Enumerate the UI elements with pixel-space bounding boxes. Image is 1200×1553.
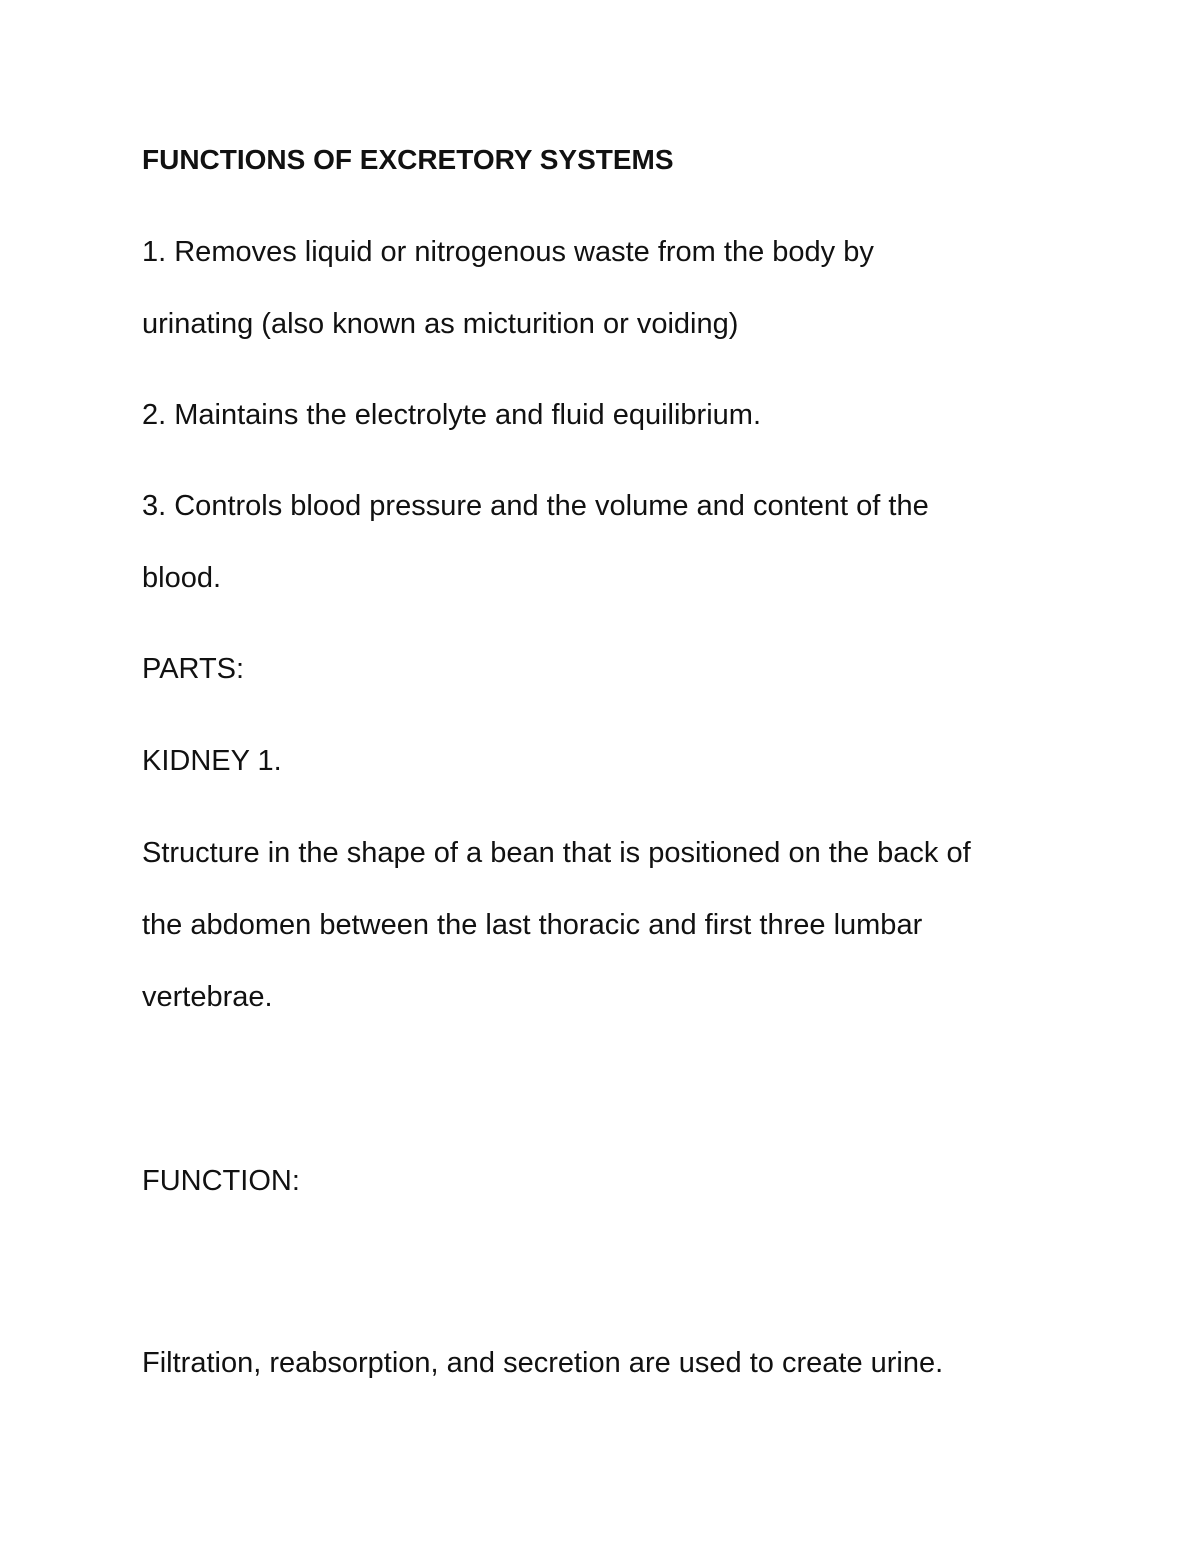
function-item-1-line-1: 1. Removes liquid or nitrogenous waste from the body by — [142, 236, 874, 268]
kidney-description-line-2: the abdomen between the last thoracic and first three lumbar — [142, 909, 923, 941]
parts-label: PARTS: — [142, 653, 245, 685]
function-item-3-line-2: blood. — [142, 562, 222, 594]
kidney-description-line-3: vertebrae. — [142, 981, 273, 1013]
function-label: FUNCTION: — [142, 1165, 300, 1197]
function-item-1-line-2: urinating (also known as micturition or voiding) — [142, 308, 739, 340]
function-description: Filtration, reabsorption, and secretion are used to create urine. — [142, 1347, 944, 1379]
kidney-description-line-1: Structure in the shape of a bean that is positioned on the back of — [142, 837, 971, 869]
function-item-3-line-1: 3. Controls blood pressure and the volume and content of the — [142, 490, 929, 522]
kidney-label: KIDNEY 1. — [142, 745, 282, 777]
function-item-2: 2. Maintains the electrolyte and fluid equilibrium. — [142, 399, 761, 431]
document-title: FUNCTIONS OF EXCRETORY SYSTEMS — [142, 144, 674, 175]
